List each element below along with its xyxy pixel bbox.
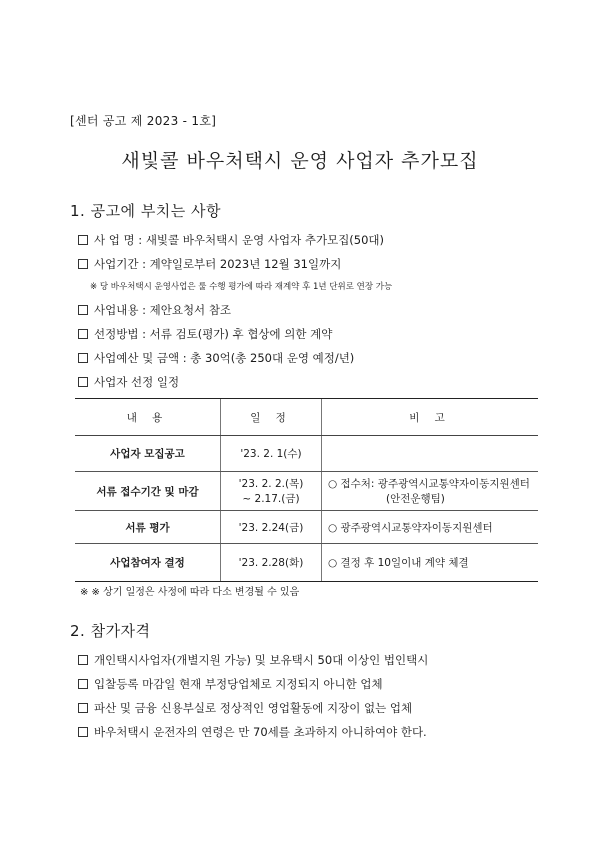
- item-text: 파산 및 금융 신용부실로 정상적인 영업활동에 지장이 없는 업체: [94, 701, 413, 715]
- checkbox-square-icon: [78, 235, 88, 245]
- row-remark: ○ 광주광역시교통약자이동지원센터: [322, 511, 539, 544]
- item-text: 사업자 선정 일정: [94, 375, 180, 389]
- row-date: '23. 2. 1(수): [221, 436, 322, 472]
- row-date: '23. 2.24(금): [221, 511, 322, 544]
- table-row: [75, 511, 538, 544]
- row-date: [221, 472, 322, 511]
- item-text: 사업기간 : 계약일로부터 2023년 12월 31일까지: [94, 257, 342, 271]
- qualification-item: [78, 700, 412, 716]
- item-text: 바우처택시 운전자의 연령은 만 70세를 초과하지 아니하여야 한다.: [94, 725, 427, 739]
- item-schedule-label: [78, 374, 179, 390]
- table-row: [75, 472, 538, 511]
- period-note: ※ 당 바우처택시 운영사업은 룰 수행 평가에 따라 재계약 후 1년 단위로 연장 가능: [90, 282, 393, 292]
- row-date-start: '23. 2. 2.(목): [238, 478, 304, 490]
- row-content: 사업참여자 결정: [75, 544, 221, 582]
- section2-heading: 2. 참가자격: [70, 622, 151, 640]
- checkbox-square-icon: [78, 353, 88, 363]
- item-text: 사업예산 및 금액 : 총 30억(총 250대 운영 예정/년): [94, 351, 355, 365]
- qualification-item: [78, 676, 383, 692]
- qualification-item: [78, 724, 427, 740]
- schedule-table: [75, 398, 538, 582]
- item-project-period: [78, 256, 341, 272]
- checkbox-square-icon: [78, 259, 88, 269]
- document-title: 새빛콜 바우처택시 운영 사업자 추가모집: [121, 150, 479, 172]
- item-project-name: [78, 232, 384, 248]
- item-text: 사 업 명 : 새빛콜 바우처택시 운영 사업자 추가모집(50대): [94, 233, 385, 247]
- schedule-note: ※ ※ 상기 일정은 사정에 따라 다소 변경될 수 있음: [80, 587, 300, 598]
- item-text: 선정방법 : 서류 검토(평가) 후 협상에 의한 계약: [94, 327, 333, 341]
- table-header-row: [75, 399, 538, 436]
- checkbox-square-icon: [78, 655, 88, 665]
- table-row: [75, 436, 538, 472]
- checkbox-square-icon: [78, 727, 88, 737]
- row-remark-line2: (안전운행팀): [386, 493, 445, 505]
- checkbox-square-icon: [78, 679, 88, 689]
- item-text: 입찰등록 마감일 현재 부정당업체로 지정되지 아니한 업체: [94, 677, 383, 691]
- header-date: 일 정: [221, 399, 322, 436]
- row-remark: [322, 436, 539, 472]
- checkbox-square-icon: [78, 329, 88, 339]
- notice-number: [센터 공고 제 2023 - 1호]: [70, 114, 217, 128]
- item-project-content: [78, 302, 231, 318]
- checkbox-square-icon: [78, 703, 88, 713]
- checkbox-square-icon: [78, 305, 88, 315]
- row-date: '23. 2.28(화): [221, 544, 322, 582]
- table-row: [75, 544, 538, 582]
- row-content: 서류 평가: [75, 511, 221, 544]
- row-content: 서류 접수기간 및 마감: [75, 472, 221, 511]
- row-content: 사업자 모집공고: [75, 436, 221, 472]
- section1-heading: 1. 공고에 부치는 사항: [70, 202, 222, 220]
- row-remark-line1: ○ 접수처: 광주광역시교통약자이동지원센터: [328, 478, 530, 490]
- header-remark: 비 고: [322, 399, 539, 436]
- row-remark: [322, 472, 539, 511]
- qualification-item: [78, 652, 428, 668]
- item-text: 개인택시사업자(개별지원 가능) 및 보유택시 50대 이상인 법인택시: [94, 653, 429, 667]
- checkbox-square-icon: [78, 377, 88, 387]
- item-selection-method: [78, 326, 332, 342]
- row-date-end: ~ 2.17.(금): [242, 493, 300, 505]
- item-text: 사업내용 : 제안요청서 참조: [94, 303, 232, 317]
- header-content: 내 용: [75, 399, 221, 436]
- item-budget: [78, 350, 354, 366]
- row-remark: ○ 결정 후 10일이내 계약 체결: [322, 544, 539, 582]
